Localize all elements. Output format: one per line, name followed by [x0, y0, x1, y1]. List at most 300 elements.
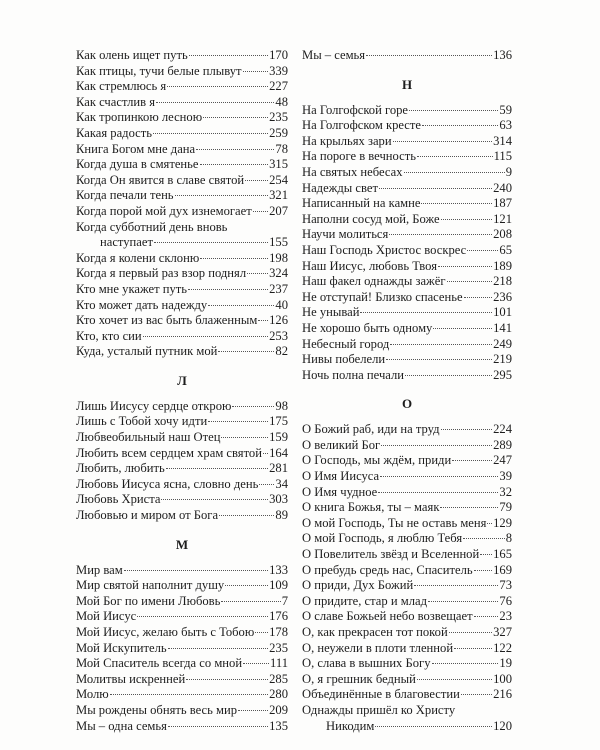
index-entry — [302, 422, 512, 438]
entry-page-number: 100 — [493, 671, 512, 686]
entry-page-number: 198 — [269, 250, 288, 265]
index-entry — [302, 259, 512, 275]
dot-leader — [247, 273, 268, 274]
entry-page-number: 176 — [269, 609, 288, 624]
index-entry — [302, 438, 512, 454]
entry-title: Как счастлив я — [76, 94, 156, 109]
entry-title: О Имя Иисуса — [302, 469, 380, 484]
index-entry — [76, 251, 288, 267]
index-entry — [302, 165, 512, 181]
entry-page-number: 259 — [269, 125, 288, 140]
index-entry — [76, 399, 288, 415]
index-entry — [76, 48, 288, 64]
entry-title: Когда я колени склоню — [76, 250, 200, 265]
entry-title: Нивы побелели — [302, 352, 386, 367]
dot-leader — [381, 445, 492, 446]
entry-title: О, я грешник бедный — [302, 671, 416, 686]
entry-page-number: 136 — [493, 48, 512, 62]
index-entry — [76, 578, 288, 594]
entry-title: Научи молиться — [302, 227, 389, 242]
index-entry — [76, 329, 288, 345]
entry-title: Любить всем сердцем храм святой — [76, 445, 262, 460]
entry-title: О приди, Дух Божий — [302, 578, 414, 593]
entry-title: Наш факел однажды зажёг — [302, 274, 446, 289]
entry-page-number: 247 — [493, 453, 512, 468]
entry-page-number: 227 — [269, 79, 288, 94]
index-entry — [302, 243, 512, 259]
index-entry — [76, 414, 288, 430]
entry-title: О книга Божья, ты – маяк — [302, 500, 440, 515]
entry-title: Мой Иисус — [76, 609, 137, 624]
index-entry — [76, 220, 288, 251]
dot-leader — [161, 499, 268, 500]
index-entry — [76, 625, 288, 641]
entry-page-number: 170 — [269, 48, 288, 62]
entry-title: Кто может дать надежду — [76, 297, 208, 312]
entry-page-number: 216 — [493, 687, 512, 702]
dot-leader — [259, 484, 274, 485]
entry-page-number: 79 — [499, 500, 512, 515]
index-entry — [76, 282, 288, 298]
entry-page-number: 321 — [269, 188, 288, 203]
dot-leader — [221, 601, 280, 602]
index-entry — [76, 492, 288, 508]
entry-page-number: 235 — [269, 640, 288, 655]
dot-leader — [404, 172, 505, 173]
entry-title: Небесный город — [302, 336, 390, 351]
entry-page-number: 76 — [499, 593, 512, 608]
index-entry — [302, 578, 512, 594]
entry-page-number: 314 — [493, 133, 512, 148]
dot-leader — [208, 421, 268, 422]
dot-leader — [409, 110, 498, 111]
entry-page-number: 34 — [275, 476, 288, 491]
index-entry — [76, 95, 288, 111]
index-entry — [76, 430, 288, 446]
entry-page-number: 135 — [269, 718, 288, 733]
index-entry — [302, 687, 512, 703]
entry-page-number: 48 — [275, 94, 288, 109]
entry-title: Ночь полна печали — [302, 367, 404, 382]
index-entry — [76, 719, 288, 735]
entry-title: О Божий раб, иди на труд — [302, 422, 440, 437]
entry-page-number: 39 — [499, 469, 512, 484]
section-heading-m: М — [175, 536, 189, 552]
dot-leader — [196, 149, 274, 150]
dot-leader — [432, 663, 499, 664]
dot-leader — [467, 250, 498, 251]
index-entry — [302, 305, 512, 321]
entry-title: О, слава в вышних Богу — [302, 656, 431, 671]
entry-title: Мы – одна семья — [76, 718, 167, 733]
entry-title: Куда, усталый путник мой — [76, 344, 218, 359]
entry-title: Мир святой наполнит душу — [76, 578, 225, 593]
entry-title: Не унывай — [302, 305, 360, 320]
index-column-right — [302, 48, 512, 734]
entry-page-number: 208 — [493, 227, 512, 242]
entry-page-number: 219 — [493, 352, 512, 367]
entry-title: Когда субботний день вновь — [76, 219, 228, 234]
entry-title: О, как прекрасен тот покой — [302, 625, 448, 639]
dot-leader — [463, 538, 505, 539]
dot-leader — [167, 86, 268, 87]
entry-page-number: 98 — [275, 398, 288, 413]
dot-leader — [480, 554, 492, 555]
entries-m — [76, 563, 288, 735]
dot-leader — [263, 453, 268, 454]
entry-title: О Господь, мы ждём, приди — [302, 453, 452, 468]
dot-leader — [153, 133, 268, 134]
entry-title: Не отступай! Близко спасенье — [302, 289, 463, 304]
entry-page-number: 63 — [499, 118, 512, 133]
entry-page-number: 209 — [269, 702, 288, 717]
entry-page-number: 327 — [493, 625, 512, 639]
entry-title: О Повелитель звёзд и Вселенной — [302, 547, 480, 562]
entry-title: Когда я первый раз взор поднял — [76, 266, 247, 281]
entry-title: О пребудь средь нас, Спаситель — [302, 562, 473, 577]
dot-leader — [366, 55, 492, 56]
index-entry — [302, 48, 512, 64]
dot-leader — [221, 437, 268, 438]
entry-page-number: 115 — [493, 149, 512, 164]
entry-page-number: 109 — [269, 578, 288, 593]
dot-leader — [124, 570, 268, 571]
index-entry — [302, 563, 512, 579]
entry-page-number: 65 — [499, 242, 512, 257]
entry-title: Мой Спаситель всегда со мной — [76, 656, 243, 671]
entry-page-number: 189 — [493, 258, 512, 273]
entries-n — [302, 103, 512, 384]
entry-title: Любовью и миром от Бога — [76, 508, 219, 523]
entry-page-number: 240 — [493, 180, 512, 195]
entry-page-number: 324 — [269, 266, 288, 281]
dot-leader — [166, 468, 268, 469]
section-heading-n: Н — [401, 76, 413, 92]
dot-leader — [168, 726, 268, 727]
entry-title: Когда Он явится в славе святой — [76, 172, 245, 187]
index-entry — [302, 337, 512, 353]
entry-page-number: 40 — [275, 297, 288, 312]
index-entry — [302, 352, 512, 368]
entry-title: О Имя чудное — [302, 484, 378, 499]
dot-leader — [454, 648, 492, 649]
index-entry — [302, 149, 512, 165]
index-entry — [302, 321, 512, 337]
entry-title: Наш Иисус, любовь Твоя — [302, 258, 437, 273]
index-entry — [302, 516, 512, 532]
dot-leader — [414, 585, 498, 586]
index-entry — [302, 531, 512, 547]
entries-k — [76, 48, 288, 360]
entry-title: Когда печали тень — [76, 188, 174, 203]
dot-leader — [421, 203, 492, 204]
dot-leader — [461, 694, 492, 695]
entry-page-number: 224 — [493, 422, 512, 437]
index-entry — [302, 547, 512, 563]
entry-page-number: 122 — [493, 640, 512, 655]
index-entry — [302, 181, 512, 197]
dot-leader — [137, 616, 268, 617]
dot-leader — [438, 266, 492, 267]
index-entry — [76, 110, 288, 126]
dot-leader — [441, 429, 493, 430]
entry-title: Написанный на камне — [302, 196, 421, 211]
dot-leader — [380, 476, 498, 477]
entry-page-number: 120 — [493, 718, 512, 733]
dot-leader — [393, 141, 493, 142]
index-entry — [76, 344, 288, 360]
entry-title: Кто хочет из вас быть блаженным — [76, 313, 258, 328]
entry-title: Молитвы искренней — [76, 671, 186, 686]
dot-leader — [189, 55, 268, 56]
dot-leader — [143, 336, 268, 337]
index-entry — [302, 609, 512, 625]
entry-page-number: 32 — [499, 484, 512, 499]
entry-page-number: 101 — [493, 305, 512, 320]
dot-leader — [474, 570, 493, 571]
entry-page-number: 121 — [493, 211, 512, 226]
entry-page-number: 164 — [269, 445, 288, 460]
entry-page-number: 249 — [493, 336, 512, 351]
entry-title: Мой Иисус, желаю быть с Тобою — [76, 625, 255, 639]
entry-page-number: 280 — [269, 687, 288, 702]
entry-title: Какая радость — [76, 125, 153, 140]
index-entry — [302, 672, 512, 688]
index-entry — [302, 274, 512, 290]
dot-leader — [188, 289, 268, 290]
entry-title: Объединённые в благовестии — [302, 687, 460, 702]
index-entry — [302, 485, 512, 501]
entry-title: Наш Господь Христос воскрес — [302, 242, 467, 257]
entry-page-number: 303 — [269, 492, 288, 507]
dot-leader — [208, 305, 274, 306]
entry-page-number: 8 — [505, 531, 512, 546]
entry-title: Любовь Иисуса ясна, словно день — [76, 476, 259, 491]
dot-leader — [360, 312, 492, 313]
entry-title: О мой Господь, я люблю Тебя — [302, 531, 463, 546]
entry-page-number: 285 — [269, 671, 288, 686]
dot-leader — [440, 507, 498, 508]
index-entry — [76, 609, 288, 625]
entry-page-number: 295 — [493, 367, 512, 382]
index-entry — [76, 594, 288, 610]
entry-page-number: 175 — [269, 414, 288, 429]
index-entry — [76, 298, 288, 314]
dot-leader — [156, 102, 274, 103]
dot-leader — [452, 460, 492, 461]
dot-leader — [245, 180, 268, 181]
index-entry — [302, 118, 512, 134]
index-entry — [302, 469, 512, 485]
entry-page-number: 235 — [269, 110, 288, 125]
dot-leader — [389, 234, 492, 235]
dot-leader — [186, 679, 268, 680]
index-entry — [302, 703, 512, 734]
index-entry — [76, 656, 288, 672]
dot-leader — [200, 164, 269, 165]
index-entry — [76, 672, 288, 688]
entry-title: Надежды свет — [302, 180, 378, 195]
dot-leader — [219, 515, 274, 516]
entry-title: На крыльях зари — [302, 133, 392, 148]
entry-page-number: 19 — [499, 656, 512, 671]
entry-title: На пороге в вечность — [302, 149, 416, 164]
dot-leader — [243, 663, 269, 664]
entry-page-number: 126 — [269, 313, 288, 328]
entry-page-number: 169 — [493, 562, 512, 577]
index-entry — [76, 313, 288, 329]
entry-title: Любвеобильный наш Отец — [76, 430, 221, 445]
entry-title-continuation: Никодим — [326, 718, 375, 733]
dot-leader — [232, 406, 274, 407]
entry-page-number: 281 — [269, 461, 288, 476]
index-entry — [76, 687, 288, 703]
index-entry — [76, 641, 288, 657]
entry-title: Когда душа в смятенье — [76, 157, 199, 172]
dot-leader — [487, 523, 492, 524]
entry-title: О славе Божьей небо возвещает — [302, 609, 473, 624]
entry-page-number: 315 — [269, 157, 288, 172]
dot-leader — [428, 601, 498, 602]
dot-leader — [238, 710, 268, 711]
index-entry — [76, 126, 288, 142]
index-entry — [302, 290, 512, 306]
entry-title: Лишь Иисусу сердце открою — [76, 398, 232, 413]
entry-title: Мы – семья — [302, 48, 366, 62]
entry-title: Любить, любить — [76, 461, 165, 476]
index-entry — [302, 594, 512, 610]
entry-title: Лишь с Тобой хочу идти — [76, 414, 208, 429]
index-entry — [76, 703, 288, 719]
index-entry — [302, 656, 512, 672]
entry-page-number: 236 — [493, 289, 512, 304]
entry-title: О придите, стар и млад — [302, 593, 427, 608]
dot-leader — [405, 375, 492, 376]
index-entry — [76, 563, 288, 579]
index-entry — [302, 641, 512, 657]
entry-page-number: 59 — [499, 102, 512, 117]
entry-page-number: 159 — [269, 430, 288, 445]
dot-leader — [386, 359, 492, 360]
dot-leader — [449, 632, 492, 633]
entries-l — [76, 399, 288, 524]
index-entry — [302, 196, 512, 212]
entry-title: О, неужели в плоти тленной — [302, 640, 454, 655]
dot-leader — [110, 694, 268, 695]
entry-title: Мой Искупитель — [76, 640, 167, 655]
entry-page-number: 187 — [493, 196, 512, 211]
entry-page-number: 133 — [269, 562, 288, 577]
entry-page-number: 129 — [493, 515, 512, 530]
index-entry — [76, 157, 288, 173]
dot-leader — [417, 679, 492, 680]
index-entry — [76, 266, 288, 282]
dot-leader — [390, 344, 492, 345]
entry-title: Когда порой мой дух изнемогает — [76, 203, 252, 218]
entry-page-number: 339 — [269, 63, 288, 78]
dot-leader — [203, 117, 268, 118]
entry-title: На Голгофской горе — [302, 102, 409, 117]
dot-leader — [417, 156, 493, 157]
index-entry — [302, 103, 512, 119]
entry-page-number: 165 — [493, 547, 512, 562]
entry-page-number: 23 — [499, 609, 512, 624]
dot-leader — [200, 258, 268, 259]
dot-leader — [243, 71, 269, 72]
entry-page-number: 111 — [270, 656, 288, 671]
index-entry — [302, 453, 512, 469]
entry-title: Книга Богом мне дана — [76, 141, 196, 156]
entry-title: Молю — [76, 687, 109, 702]
dot-leader — [378, 492, 498, 493]
dot-leader — [218, 351, 274, 352]
entry-page-number: 207 — [269, 203, 288, 218]
dot-leader — [441, 219, 492, 220]
index-entry — [302, 625, 512, 641]
dot-leader — [422, 125, 498, 126]
dot-leader — [447, 281, 493, 282]
entry-page-number: 82 — [275, 344, 288, 359]
dot-leader — [433, 328, 492, 329]
entry-title-continuation: наступает — [100, 235, 153, 250]
section-heading-l: Л — [177, 372, 187, 388]
entries-m-cont — [302, 48, 512, 64]
entry-title: О мой Господь, Ты не оставь меня — [302, 515, 487, 530]
entry-page-number: 178 — [269, 625, 288, 639]
dot-leader — [253, 211, 268, 212]
entry-page-number: 7 — [281, 593, 288, 608]
index-entry — [76, 188, 288, 204]
index-entry — [76, 64, 288, 80]
entry-page-number: 218 — [493, 274, 512, 289]
index-entry — [302, 500, 512, 516]
entry-title: Однажды пришёл ко Христу — [302, 702, 456, 717]
entry-page-number: 155 — [269, 235, 288, 250]
entry-title: Мир вам — [76, 562, 123, 577]
entry-title: Как птицы, тучи белые плывут — [76, 63, 242, 78]
dot-leader — [154, 242, 268, 243]
entry-title: О великий Бог — [302, 437, 381, 452]
index-entry — [76, 477, 288, 493]
dot-leader — [175, 195, 269, 196]
index-entry — [76, 142, 288, 158]
dot-leader — [379, 188, 492, 189]
entry-title: На Голгофском кресте — [302, 118, 421, 133]
index-entry — [76, 173, 288, 189]
entry-title: Наполни сосуд мой, Боже — [302, 211, 440, 226]
entries-o — [302, 422, 512, 734]
index-entry — [76, 79, 288, 95]
dot-leader — [474, 616, 499, 617]
dot-leader — [225, 585, 268, 586]
dot-leader — [168, 648, 269, 649]
entry-title: Не хорошо быть одному — [302, 320, 433, 335]
entry-page-number: 141 — [493, 320, 512, 335]
dot-leader — [464, 297, 493, 298]
entry-title: Мы рождены обнять весь мир — [76, 702, 238, 717]
entry-page-number: 254 — [269, 172, 288, 187]
entry-title: Кто, кто сии — [76, 328, 142, 343]
dot-leader — [258, 320, 268, 321]
entry-title: Любовь Христа — [76, 492, 161, 507]
entry-page-number: 73 — [499, 578, 512, 593]
entry-title: На святых небесах — [302, 164, 403, 179]
entry-page-number: 253 — [269, 328, 288, 343]
dot-leader — [255, 632, 268, 633]
index-entry — [302, 227, 512, 243]
index-entry — [76, 508, 288, 524]
entry-page-number: 89 — [275, 508, 288, 523]
